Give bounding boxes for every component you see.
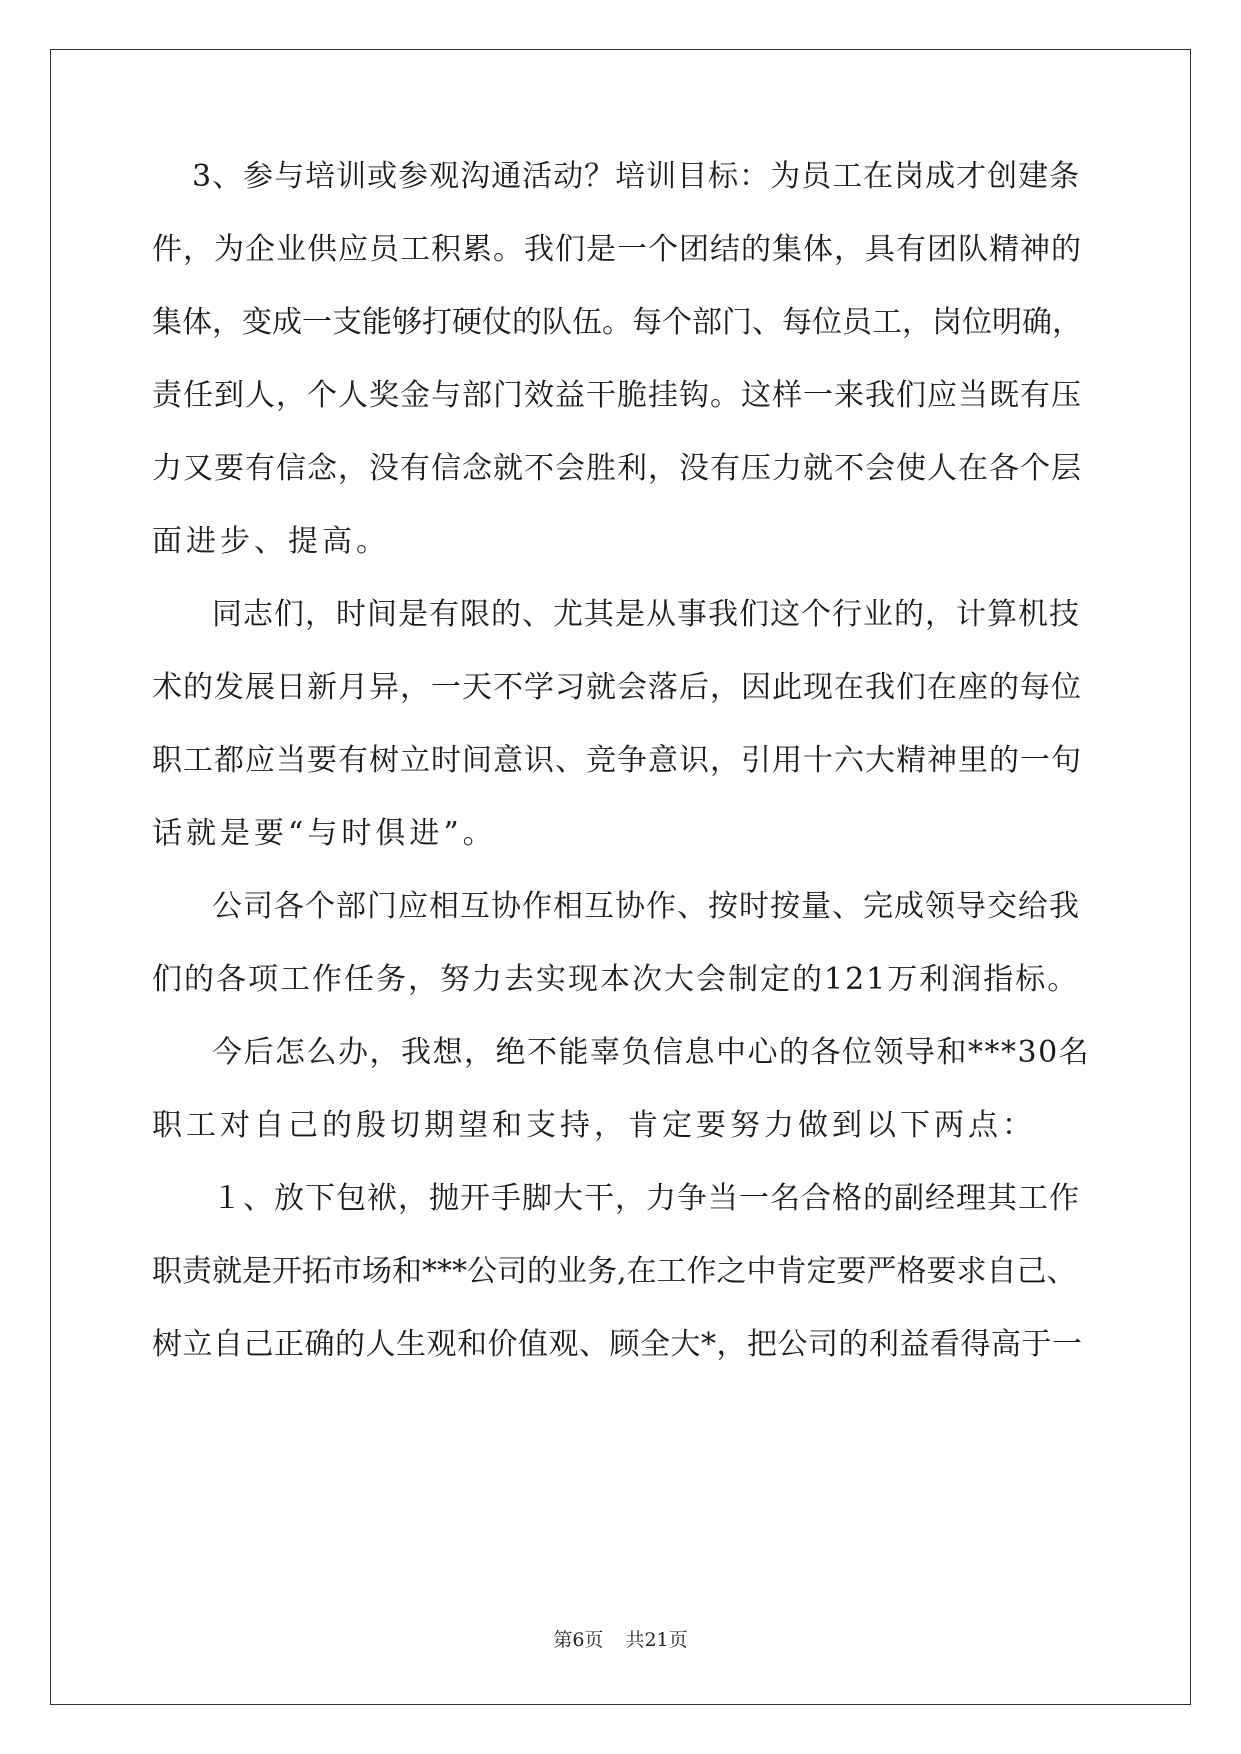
text-line: １、放下包袱，抛开手脚大干，力争当一名合格的副经理其工作 [212,1181,1080,1216]
page-total: 共21页 [625,1629,688,1651]
text-line: 们的各项工作任务，努力去实现本次大会制定的121万利润指标。 [152,962,1080,997]
text-line: 件，为企业供应员工积累。我们是一个团结的集体，具有团队精神的 [152,232,1082,267]
text-line: 集体，变成一支能够打硬仗的队伍。每个部门、每位员工，岗位明确， [152,305,1082,340]
page-number: 第6页 [553,1629,604,1651]
text-line: 话就是要“与时俱进”。 [152,816,497,851]
text-line: 今后怎么办，我想，绝不能辜负信息中心的各位领导和***30名 [212,1035,1091,1070]
text-line: 职工对自己的殷切期望和支持，肯定要努力做到以下两点： [152,1108,1036,1143]
text-line: 职工都应当要有树立时间意识、竞争意识，引用十六大精神里的一句 [152,743,1082,778]
text-line: 力又要有信念，没有信念就不会胜利，没有压力就不会使人在各个层 [152,451,1082,486]
text-line: 公司各个部门应相互协作相互协作、按时按量、完成领导交给我 [212,889,1080,924]
text-line: 3、参与培训或参观沟通活动？培训目标：为员工在岗成才创建条 [192,159,1081,194]
page-footer [0,1625,1241,1652]
text-line: 责任到人，个人奖金与部门效益干脆挂钩。这样一来我们应当既有压 [152,378,1082,413]
page-border [50,49,1191,1705]
text-line: 术的发展日新月异，一天不学习就会落后，因此现在我们在座的每位 [152,670,1082,705]
text-line: 同志们，时间是有限的、尤其是从事我们这个行业的，计算机技 [212,597,1080,632]
text-line: 树立自己正确的人生观和价值观、顾全大*，把公司的利益看得高于一 [152,1327,1083,1362]
text-line: 面进步、提高。 [152,524,390,559]
text-line: 职责就是开拓市场和***公司的业务,在工作之中肯定要严格要求自己、 [152,1254,1077,1289]
